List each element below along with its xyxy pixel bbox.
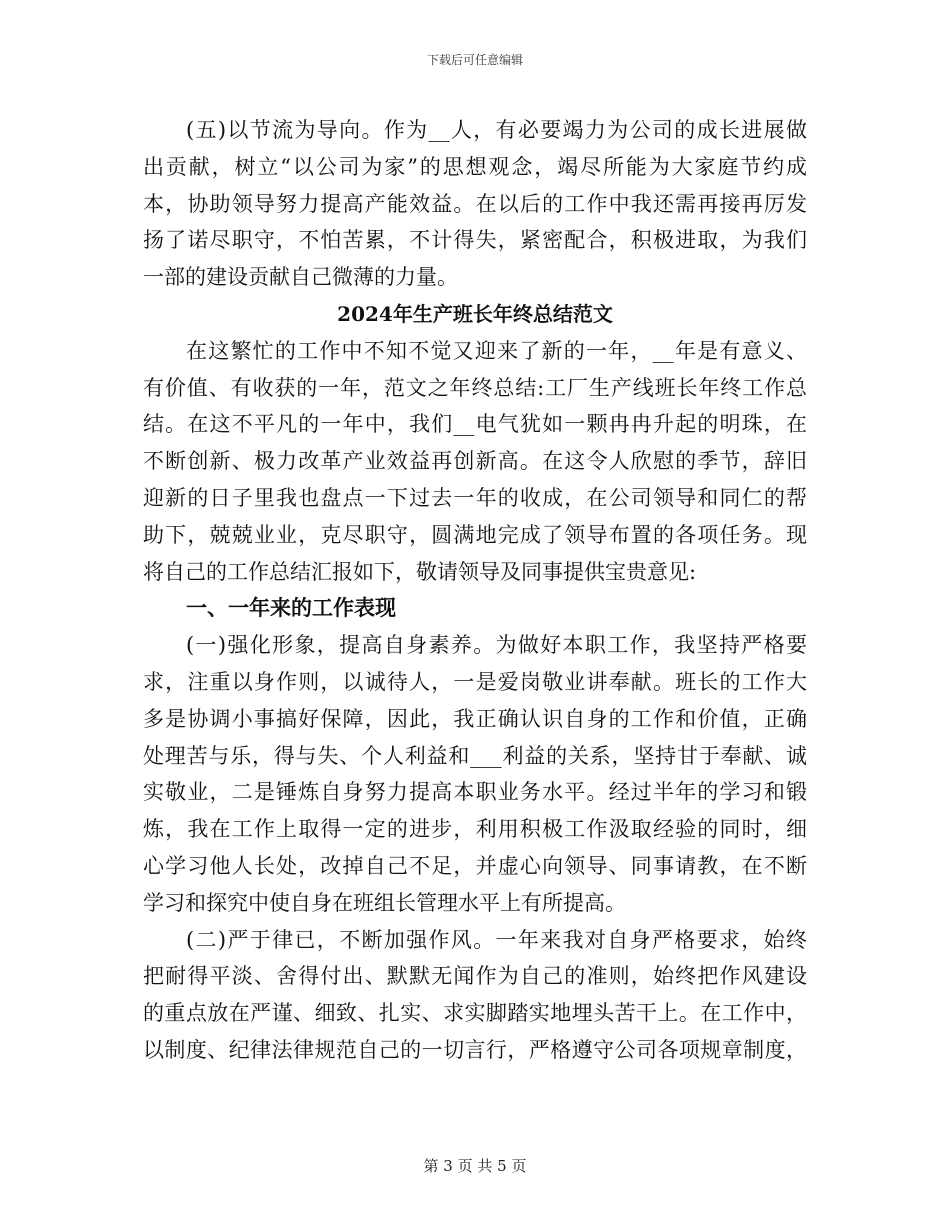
page-header: 下载后可任意编辑 (426, 53, 523, 67)
section-title: 2024年生产班长年终总结范文 (337, 301, 613, 326)
paragraph-line: 结。在这不平凡的一年中，我们__电气犹如一颗冉冉升起的明珠，在 (143, 412, 807, 437)
subheading: 一、一年来的工作表现 (186, 595, 396, 621)
paragraph-line: 的重点放在严谨、细致、扎实、求实脚踏实地埋头苦干上。在工作中， (143, 1001, 807, 1026)
paragraph-line: 心学习他人长处，改掉自己不足，并虚心向领导、同事请教，在不断 (143, 853, 807, 878)
paragraph-line: 学习和探究中使自身在班组长管理水平上有所提高。 (143, 890, 626, 915)
document-body (143, 112, 807, 1069)
paragraph-line: 不断创新、极力改革产业效益再创新高。在这令人欣慰的季节，辞旧 (143, 449, 807, 474)
paragraph-line: 在这繁忙的工作中不知不觉又迎来了新的一年，__年是有意义、 (186, 338, 807, 363)
paragraph-line: (五)以节流为导向。作为__人，有必要竭力为公司的成长进展做 (186, 118, 807, 142)
paragraph-line: 出贡献，树立“以公司为家”的思想观念，竭尽所能为大家庭节约成 (143, 154, 807, 179)
paragraph-line: 扬了诺尽职守，不怕苦累，不计得失，紧密配合，积极进取，为我们 (143, 228, 807, 253)
paragraph-line: 迎新的日子里我也盘点一下过去一年的收成，在公司领导和同仁的帮 (143, 485, 807, 510)
paragraph-line: 一部的建设贡献自己微薄的力量。 (143, 265, 458, 290)
paragraph-line: 把耐得平淡、舍得付出、默默无闻作为自己的准则，始终把作风建设 (143, 964, 807, 989)
paragraph-line: (一)强化形象，提高自身素养。为做好本职工作，我坚持严格要 (186, 633, 807, 658)
paragraph-line: 炼，我在工作上取得一定的进步，利用积极工作汲取经验的同时，细 (143, 817, 807, 842)
paragraph-line: (二)严于律已，不断加强作风。一年来我对自身严格要求，始终 (186, 927, 807, 952)
page-footer: 第 3 页 共 5 页 (423, 1157, 527, 1175)
paragraph-line: 有价值、有收获的一年，范文之年终总结:工厂生产线班长年终工作总 (143, 375, 807, 400)
paragraph-line: 求，注重以身作则，以诚待人，一是爱岗敬业讲奉献。班长的工作大 (143, 669, 807, 694)
paragraph-line: 实敬业，二是锤炼自身努力提高本职业务水平。经过半年的学习和锻 (143, 780, 807, 805)
paragraph-line: 处理苦与乐，得与失、个人利益和___利益的关系，坚持甘于奉献、诚 (143, 743, 807, 768)
paragraph-line: 以制度、纪律法律规范自己的一切言行，严格遵守公司各项规章制度， (143, 1037, 807, 1062)
paragraph-line: 助下，兢兢业业，克尽职守，圆满地完成了领导布置的各项任务。现 (143, 522, 807, 547)
paragraph-line: 将自己的工作总结汇报如下，敬请领导及同事提供宝贵意见: (143, 559, 697, 584)
paragraph-line: 多是协调小事搞好保障，因此，我正确认识自身的工作和价值，正确 (143, 706, 807, 731)
paragraph-line: 本，协助领导努力提高产能效益。在以后的工作中我还需再接再厉发 (143, 191, 807, 216)
